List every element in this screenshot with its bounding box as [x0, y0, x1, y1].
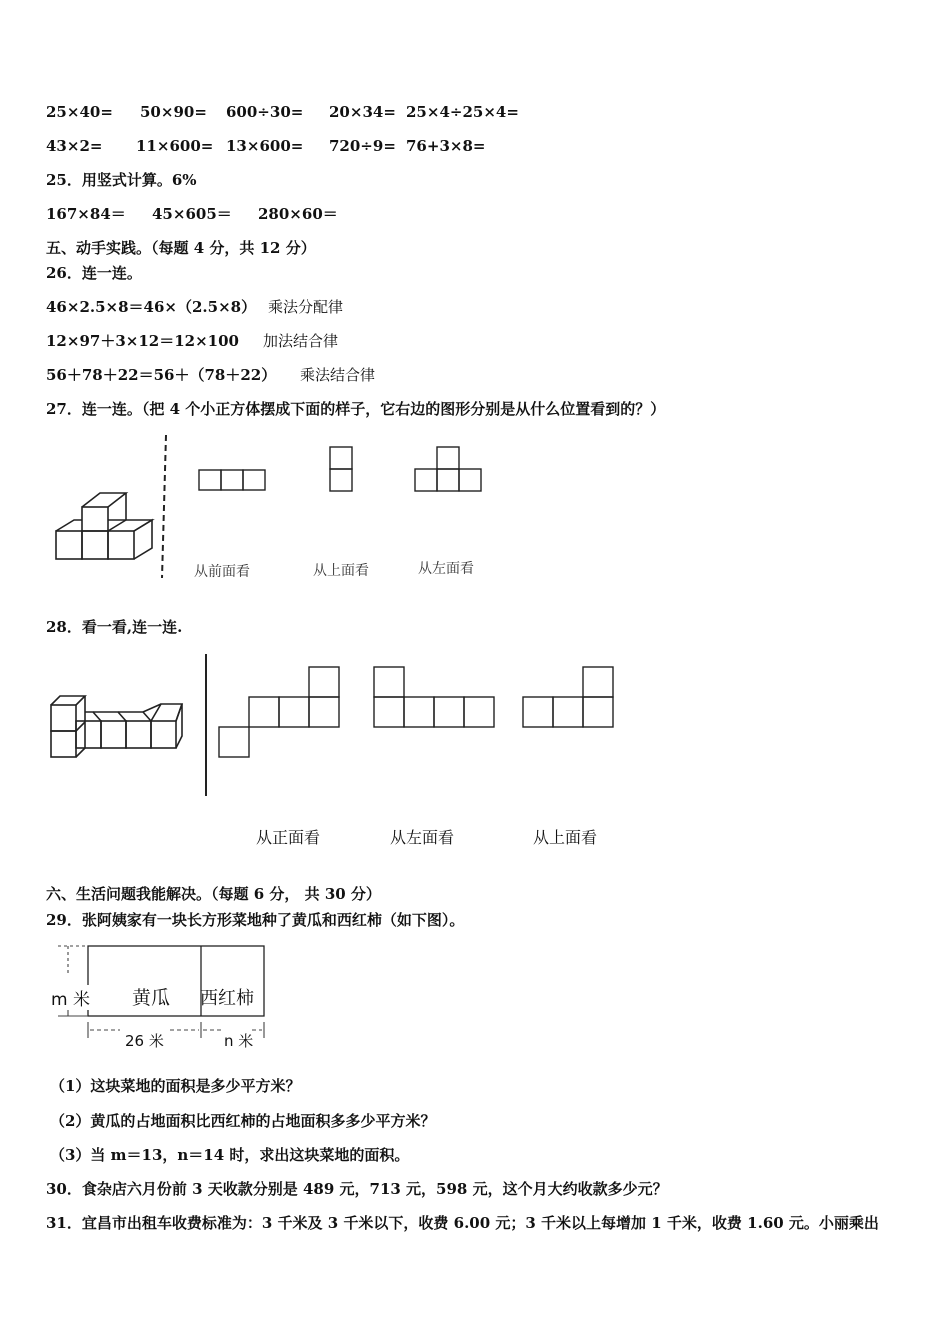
- q26-expression: 56＋78＋22＝56＋（78＋22）: [46, 366, 277, 384]
- section-6-heading: 六、生活问题我能解决。（每题 6 分， 共 30 分）: [46, 885, 381, 903]
- oral-item: 43×2=: [46, 137, 103, 155]
- oral-item: 25×4÷25×4=: [406, 103, 519, 121]
- oral-item: 76+3×8=: [406, 137, 486, 155]
- oral-item: 600÷30=: [226, 103, 304, 121]
- q26-law: 乘法分配律: [268, 298, 344, 316]
- q28-caption-left: 从左面看: [390, 828, 455, 847]
- q25-title: 25．用竖式计算。6%: [46, 171, 197, 189]
- q29-width-right-label: n 米: [224, 1032, 254, 1050]
- q27-caption-left: 从左面看: [418, 561, 474, 577]
- oral-item: 50×90=: [140, 103, 207, 121]
- q29-height-label: m 米: [51, 985, 90, 1010]
- q28-view-c: [523, 667, 613, 727]
- view-front: [199, 470, 265, 490]
- oral-item: 720÷9=: [329, 137, 396, 155]
- vertical-calc-item: 167×84＝: [46, 205, 126, 223]
- q29-sub-1: （1）这块菜地的面积是多少平方米？: [50, 1077, 301, 1095]
- vertical-calc-item: 280×60＝: [258, 205, 338, 223]
- view-left: [415, 447, 481, 491]
- oral-item: 25×40=: [46, 103, 113, 121]
- q26-law: 乘法结合律: [300, 366, 376, 384]
- cube-stack-drawing: [56, 493, 152, 559]
- q27-caption-top: 从上面看: [313, 563, 369, 579]
- q29-sub-2: （2）黄瓜的占地面积比西红柿的占地面积多多少平方米？: [50, 1112, 436, 1130]
- q29-cucumber-label: 黄瓜: [132, 987, 171, 1009]
- section-5-heading: 五、动手实践。（每题 4 分，共 12 分）: [46, 239, 316, 257]
- q29-width-left-label: 26 米: [125, 1032, 164, 1050]
- q26-law: 加法结合律: [263, 332, 339, 350]
- q31-text: 31．宜昌市出租车收费标准为：3 千米及 3 千米以下，收费 6.00 元；3 千米以上每增加 1 千米，收费 1.60 元。小丽乘出: [46, 1214, 879, 1232]
- q26-expression: 12×97＋3×12＝12×100: [46, 332, 239, 350]
- q29-sub-3: （3）当 m＝13，n＝14 时，求出这块菜地的面积。: [50, 1146, 410, 1164]
- view-top: [330, 447, 352, 491]
- q28-title: 28．看一看,连一连.: [46, 618, 183, 636]
- q27-title: 27．连一连。（把 4 个小正方体摆成下面的样子，它右边的图形分别是从什么位置看到的？）: [46, 400, 666, 418]
- oral-item: 20×34=: [329, 103, 396, 121]
- q28-view-b: [374, 667, 494, 727]
- dashed-divider: [162, 435, 166, 578]
- oral-item: 13×600=: [226, 137, 304, 155]
- q30-text: 30．食杂店六月份前 3 天收款分别是 489 元，713 元，598 元，这个月大约收款多少元？: [46, 1180, 668, 1198]
- q26-title: 26．连一连。: [46, 264, 142, 282]
- q26-expression: 46×2.5×8＝46×（2.5×8）: [46, 298, 257, 316]
- cube-row-drawing: [51, 696, 182, 757]
- q28-caption-front: 从正面看: [256, 828, 321, 847]
- q28-view-a: [219, 667, 339, 757]
- q27-caption-front: 从前面看: [194, 564, 250, 580]
- q29-tomato-label: 西红柿: [200, 988, 254, 1009]
- vertical-calc-item: 45×605＝: [152, 205, 232, 223]
- q28-caption-top: 从上面看: [533, 828, 598, 847]
- q29-title: 29．张阿姨家有一块长方形菜地种了黄瓜和西红柿（如下图）。: [46, 911, 465, 929]
- oral-item: 11×600=: [136, 137, 214, 155]
- q28-figure: [46, 650, 626, 805]
